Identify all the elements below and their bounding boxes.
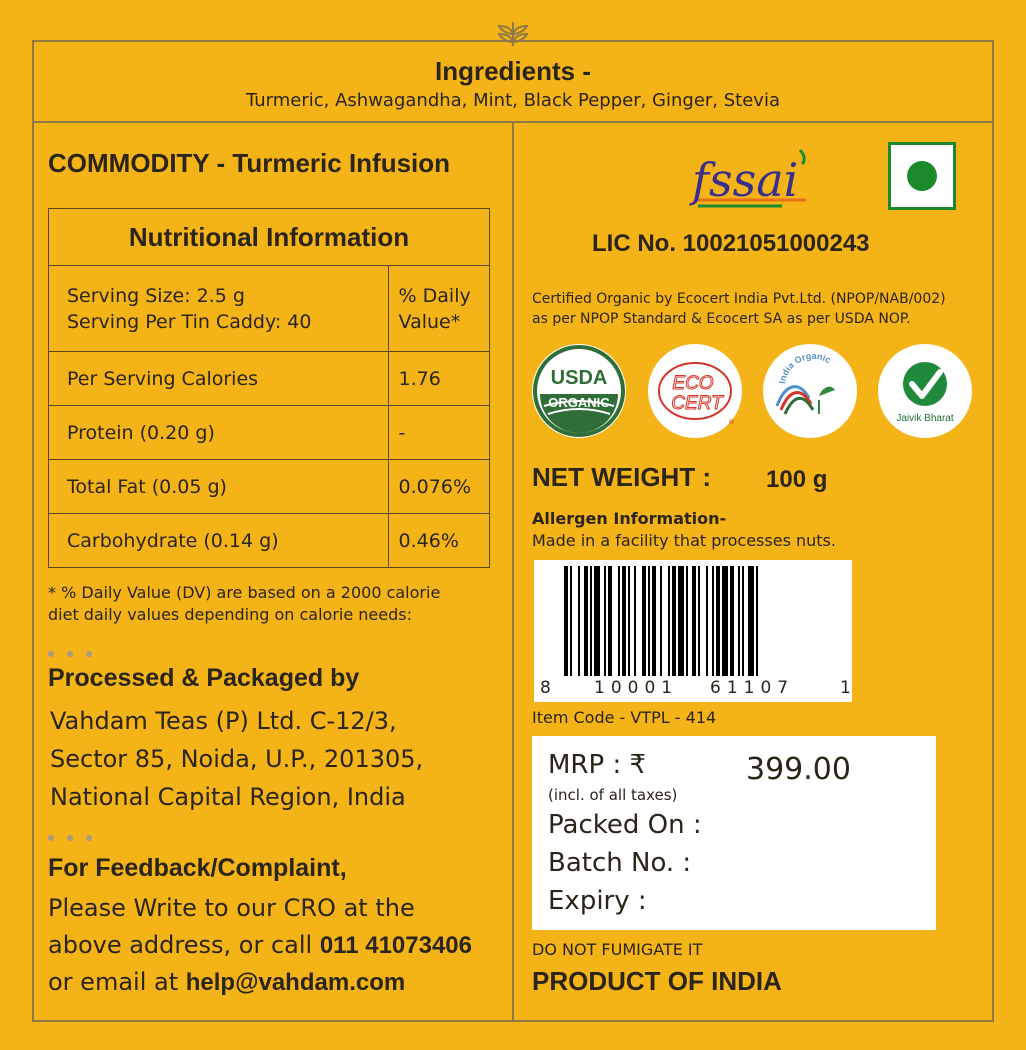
barcode-bar [628,566,630,676]
table-row-label: Carbohydrate (0.14 g) [49,514,389,568]
fumigate-warning: DO NOT FUMIGATE IT [532,940,703,959]
barcode-bar [652,566,656,676]
ecocert-logo [648,344,742,438]
barcode-digits: 61107 [710,678,795,698]
ecocert-text: ECO [672,373,714,394]
certification-text [532,289,946,329]
fssai-logo-text: fssai [692,153,799,207]
barcode-bar [578,566,580,676]
batch-no-label: Batch No. : [548,848,692,878]
svg-text:India Organic [777,351,832,385]
barcode-bars [534,560,852,678]
address-line: Sector 85, Noida, U.P., 201305, [50,745,424,773]
fssai-license: LIC No. 10021051000243 [592,230,870,257]
address-line: Vahdam Teas (P) Ltd. C-12/3, [50,707,397,735]
barcode-bar [698,566,700,676]
leaf-icon [495,18,531,48]
packed-on-label: Packed On : [548,810,702,840]
barcode-bar [564,566,568,676]
barcode-bar [692,566,696,676]
allergen-title: Allergen Information- [532,509,727,528]
address-line: National Capital Region, India [50,783,406,811]
nutrition-title: Nutritional Information [49,209,490,266]
mrp-label: MRP : ₹ [548,750,647,780]
barcode-bar [738,566,740,676]
net-weight-label: NET WEIGHT : [532,462,712,492]
barcode-bar [618,566,620,676]
feedback-text [48,890,472,1001]
barcode-digit: 8 [540,678,551,698]
phone-number[interactable]: 011 41073406 [319,932,472,959]
email-link[interactable]: help@vahdam.com [185,969,406,996]
barcode-bar [706,566,708,676]
barcode-bar [590,566,592,676]
allergen-text: Made in a facility that processes nuts. [532,531,836,550]
table-row-value: - [388,406,489,460]
barcode-bar [594,566,600,676]
dv-footnote-line: * % Daily Value (DV) are based on a 2000 calorie [48,583,441,602]
barcode-bar [634,566,636,676]
feedback-line-text: or email at [48,968,186,996]
serving-size: Serving Size: 2.5 g [67,284,245,307]
barcode-digit: 1 [840,678,851,698]
mrp-value: 399.00 [746,752,851,787]
barcode-bar [730,566,734,676]
dots-divider [48,642,108,650]
barcode-digits: 10001 [594,678,679,698]
fssai-logo [672,144,822,214]
dots-divider [48,826,108,834]
barcode-bar [660,566,662,676]
organic-text: ORGANIC [548,395,610,410]
table-row-value: 0.076% [388,460,489,514]
barcode-bar [648,566,650,676]
barcode-bar [712,566,714,676]
certification-line: Certified Organic by Ecocert India Pvt.Ltd. (NPOP/NAB/002) [532,291,946,307]
ingredients-list: Turmeric, Ashwagandha, Mint, Black Pepper, Ginger, Stevia [246,90,780,111]
processed-title: Processed & Packaged by [48,664,360,692]
table-row-value: 0.46% [388,514,489,568]
dv-header-line: % Daily [398,284,471,307]
usda-text: USDA [550,367,608,389]
registered-mark: ® [728,418,735,426]
dv-footnote [48,582,498,626]
table-row-value: 1.76 [388,352,489,406]
barcode-bar [686,566,688,676]
feedback-title: For Feedback/Complaint, [48,854,347,882]
allergen-info [532,508,836,552]
barcode [534,560,852,702]
expiry-label: Expiry : [548,886,647,916]
feedback-line: Please Write to our CRO at the [48,894,415,922]
veg-mark-icon [888,142,956,210]
table-row-label: Total Fat (0.05 g) [49,460,389,514]
india-organic-logo [763,344,857,438]
mrp-tax-note: (incl. of all taxes) [548,786,678,804]
barcode-bar [756,566,758,676]
ecocert-text: CERT [671,393,723,414]
divider [512,121,514,1022]
barcode-bar [716,566,720,676]
jaivik-bharat-logo [878,344,972,438]
item-code: Item Code - VTPL - 414 [532,708,717,727]
dv-header [388,266,489,352]
barcode-bar [672,566,676,676]
commodity-title: COMMODITY - Turmeric Infusion [48,148,451,178]
barcode-bar [570,566,572,676]
serving-per: Serving Per Tin Caddy: 40 [67,310,312,333]
nutrition-table [48,208,490,568]
feedback-line-text: above address, or call [48,931,320,959]
barcode-bar [584,566,588,676]
barcode-bar [722,566,728,676]
serving-cell [49,266,389,352]
barcode-bar [608,566,612,676]
certification-line: as per NPOP Standard & Ecocert SA as per USDA NOP. [532,311,911,327]
barcode-bar [678,566,684,676]
feedback-line [48,964,472,1001]
product-origin: PRODUCT OF INDIA [532,966,782,996]
barcode-bar [742,566,744,676]
barcode-bar [604,566,606,676]
india-organic-text: India Organic [777,350,833,385]
processed-address [50,702,423,816]
barcode-bar [642,566,646,676]
mrp-panel [532,736,936,930]
table-row-label: Per Serving Calories [49,352,389,406]
dv-footnote-line: diet daily values depending on calorie needs: [48,605,412,624]
usda-organic-logo [532,344,626,438]
jaivik-text: Jaivik Bharat [896,413,954,424]
feedback-line [48,927,472,964]
ingredients-title: Ingredients - [434,56,591,86]
barcode-bar [668,566,670,676]
dv-header-line: Value* [398,310,461,333]
barcode-bar [622,566,626,676]
barcode-bar [748,566,754,676]
net-weight-value: 100 g [766,466,828,493]
table-row-label: Protein (0.20 g) [49,406,389,460]
